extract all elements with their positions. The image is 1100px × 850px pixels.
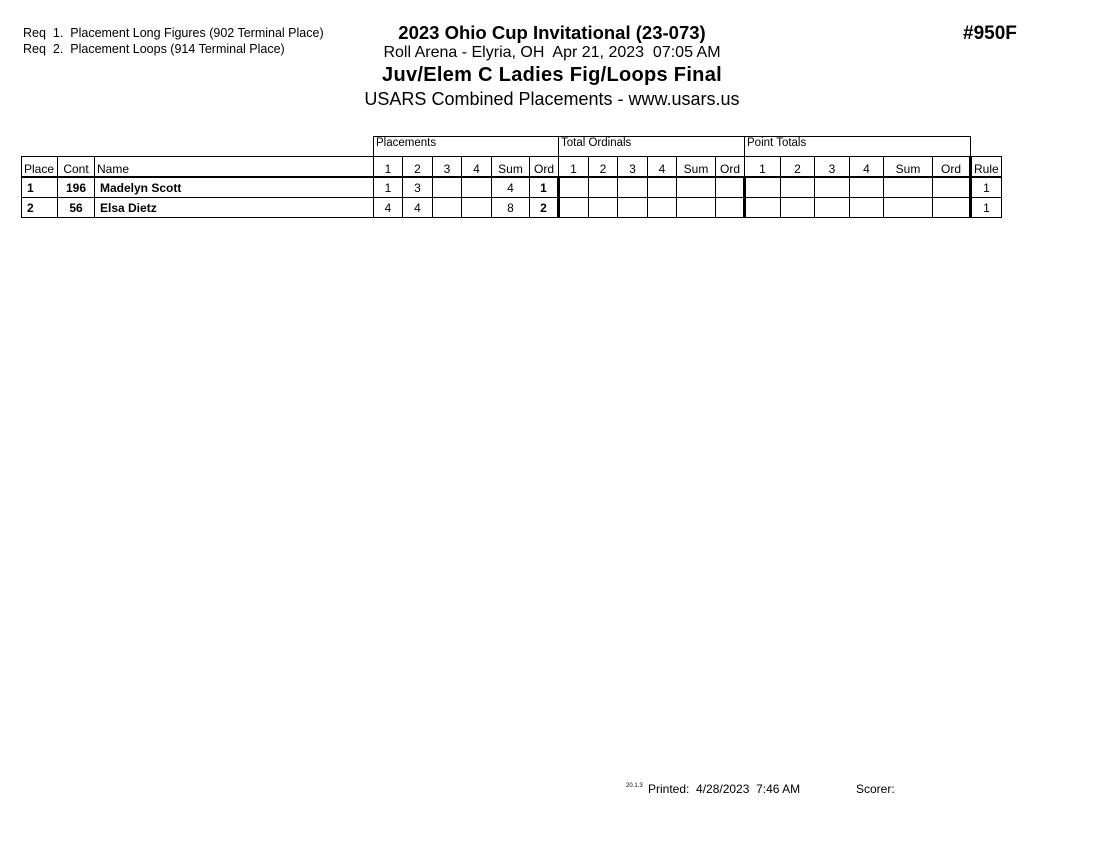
ordinal-ord-cell [716, 198, 745, 218]
col-ordinals-ord: Ord [716, 157, 745, 178]
points-sum-cell [884, 177, 933, 198]
ordinal-3-cell [618, 177, 648, 198]
placement-sum-cell: 8 [492, 198, 530, 218]
column-header-row [22, 157, 1002, 178]
ordinal-sum-cell [677, 177, 716, 198]
col-points-4: 4 [850, 157, 884, 178]
event-number: #950F [963, 23, 1017, 44]
cont-cell: 56 [58, 198, 95, 218]
col-placements-3: 3 [433, 157, 462, 178]
software-version: 20.1.3 [626, 783, 643, 789]
scorer-label: Scorer: [856, 782, 895, 796]
col-placements-1: 1 [374, 157, 403, 178]
placement-2-cell: 3 [403, 177, 433, 198]
results-table [21, 136, 1002, 218]
ordinal-4-cell [648, 198, 677, 218]
rule-cell: 1 [971, 177, 1002, 198]
placement-4-cell [462, 198, 492, 218]
requirements-list [23, 25, 324, 57]
group-point-totals: Point Totals [745, 137, 971, 157]
col-name: Name [95, 157, 374, 178]
place-cell: 2 [22, 198, 58, 218]
report-subtitle: USARS Combined Placements - www.usars.us [364, 89, 740, 109]
ordinal-ord-cell [716, 177, 745, 198]
placement-sum-cell: 4 [492, 177, 530, 198]
col-placements-4: 4 [462, 157, 492, 178]
requirement-1: Req 1. Placement Long Figures (902 Terminal Place) [23, 26, 324, 40]
col-placements-sum: Sum [492, 157, 530, 178]
col-ordinals-2: 2 [589, 157, 618, 178]
ordinal-1-cell [559, 177, 589, 198]
points-1-cell [745, 177, 781, 198]
group-placements: Placements [374, 137, 559, 157]
event-name: Juv/Elem C Ladies Fig/Loops Final [382, 64, 722, 86]
ordinal-1-cell [559, 198, 589, 218]
placement-4-cell [462, 177, 492, 198]
printed-timestamp: Printed: 4/28/2023 7:46 AM [648, 782, 801, 796]
table-row [22, 177, 1002, 198]
points-3-cell [815, 198, 850, 218]
col-rule: Rule [971, 157, 1002, 178]
points-4-cell [850, 198, 884, 218]
points-ord-cell [933, 198, 971, 218]
col-cont: Cont [58, 157, 95, 178]
placement-ord-cell: 1 [530, 177, 559, 198]
placement-1-cell: 1 [374, 177, 403, 198]
placement-2-cell: 4 [403, 198, 433, 218]
points-3-cell [815, 177, 850, 198]
ordinal-2-cell [589, 177, 618, 198]
points-1-cell [745, 198, 781, 218]
group-total-ordinals: Total Ordinals [559, 137, 745, 157]
col-points-3: 3 [815, 157, 850, 178]
points-4-cell [850, 177, 884, 198]
points-2-cell [781, 198, 815, 218]
col-ordinals-3: 3 [618, 157, 648, 178]
ordinal-2-cell [589, 198, 618, 218]
col-points-sum: Sum [884, 157, 933, 178]
points-2-cell [781, 177, 815, 198]
col-ordinals-1: 1 [559, 157, 589, 178]
col-place: Place [22, 157, 58, 178]
points-sum-cell [884, 198, 933, 218]
col-points-ord: Ord [933, 157, 971, 178]
table-row [22, 198, 1002, 218]
points-ord-cell [933, 177, 971, 198]
placement-ord-cell: 2 [530, 198, 559, 218]
col-placements-2: 2 [403, 157, 433, 178]
group-header-row [22, 137, 1002, 157]
name-cell: Elsa Dietz [95, 198, 374, 218]
place-cell: 1 [22, 177, 58, 198]
col-placements-ord: Ord [530, 157, 559, 178]
ordinal-4-cell [648, 177, 677, 198]
col-ordinals-4: 4 [648, 157, 677, 178]
name-cell: Madelyn Scott [95, 177, 374, 198]
competition-title: 2023 Ohio Cup Invitational (23-073) [398, 22, 706, 43]
col-ordinals-sum: Sum [677, 157, 716, 178]
requirement-2: Req 2. Placement Loops (914 Terminal Place) [23, 42, 285, 56]
col-points-2: 2 [781, 157, 815, 178]
placement-3-cell [433, 198, 462, 218]
competition-location: Roll Arena - Elyria, OH Apr 21, 2023 07:05 AM [383, 44, 721, 61]
report-header [330, 22, 774, 110]
ordinal-sum-cell [677, 198, 716, 218]
col-points-1: 1 [745, 157, 781, 178]
cont-cell: 196 [58, 177, 95, 198]
ordinal-3-cell [618, 198, 648, 218]
rule-cell: 1 [971, 198, 1002, 218]
placement-1-cell: 4 [374, 198, 403, 218]
placement-3-cell [433, 177, 462, 198]
